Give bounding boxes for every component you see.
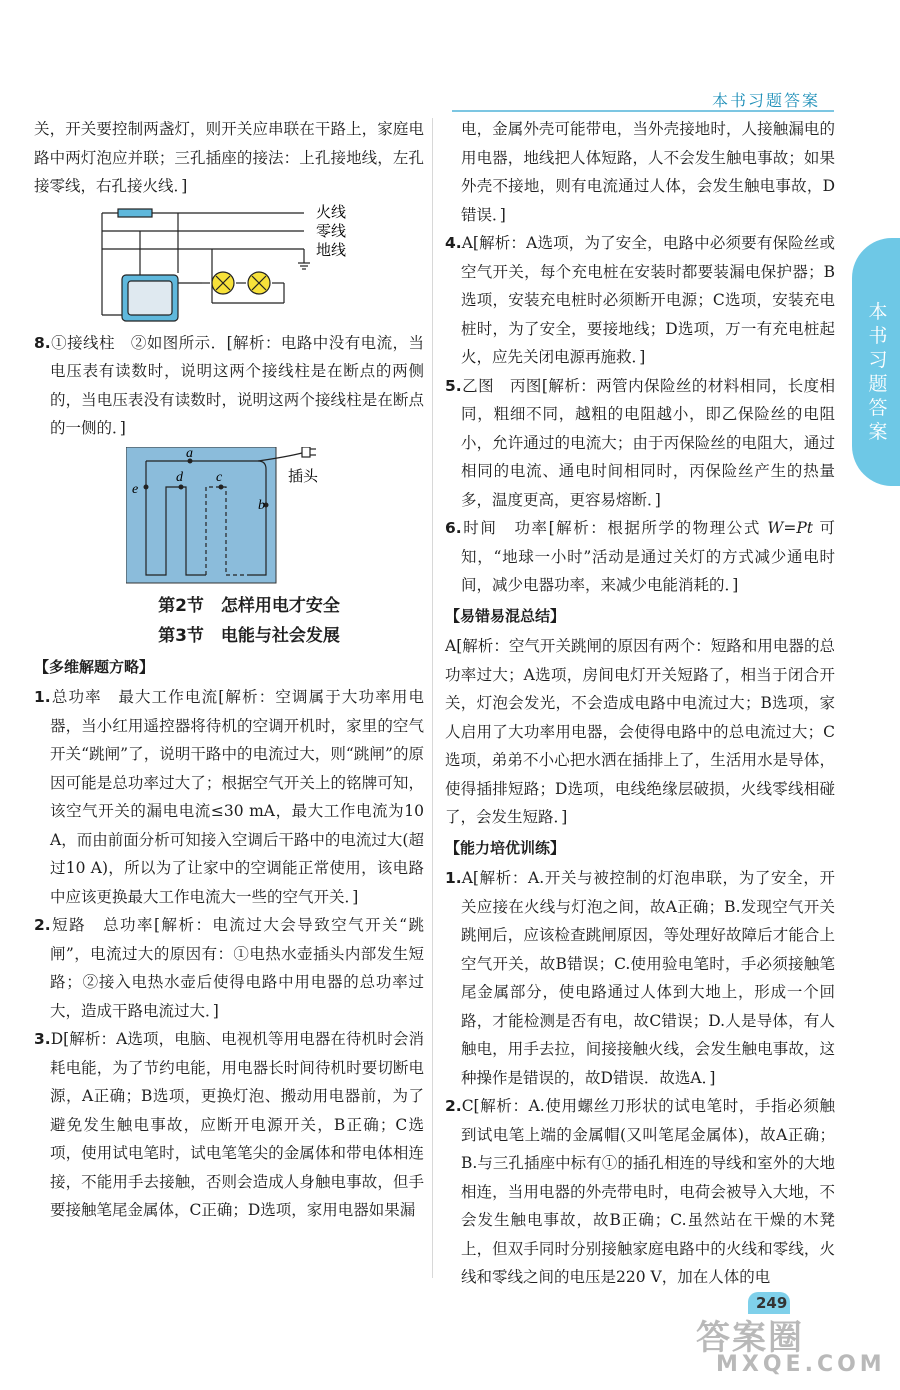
r2-text: C[解析：A.使用螺丝刀形状的试电笔时，手指必须触到试电笔上端的金属帽(又叫笔尾金属体)，故A正确；B.与三孔插座中标有①的插孔相连的导线和室外的大地相连，当用电器的外壳带电时，电荷会被导入大地，不会发生触电事故，故B正确；C.虽然站在干燥的木凳上，但双手同时分别接触家庭电路中的火线和零线，火线和零线之间的电压是220 V，加在人体的电	[461, 1097, 835, 1286]
r2	[445, 1092, 835, 1292]
q3-number: 3.	[34, 1030, 51, 1048]
r2-number: 2.	[445, 1097, 462, 1115]
point-a-label: a	[186, 446, 193, 461]
q1	[34, 683, 424, 911]
plug-label: 插头	[288, 468, 319, 485]
q2-number: 2.	[34, 916, 51, 934]
page-header-title: 本书习题答案	[712, 91, 821, 110]
error-summary-paragraph: A[解析：空气开关跳闸的原因有两个：短路和用电器的总功率过大；A选项，房间电灯开关短路了，相当于闭合开关，灯泡会发光，不会造成电路中电流过大；B选项，家人启用了大功率用电器，会使得电路中的总电流过大；C选项，弟弟不小心把水洒在插排上了，生活用水是导体，使得插排短路；D选项，电线绝缘层破损，火线零线相碰了，会发生短路．]	[445, 637, 835, 826]
q6-text-b: 可知，“地球一小时”活动是通过关灯的方式减少通电时间，减少电器功率，来减少电能消耗的．]	[461, 519, 835, 594]
watermark-url: MXQE.COM	[716, 1352, 886, 1377]
chapter-3-title: 第3节 电能与社会发展	[158, 625, 340, 646]
point-b-label: b	[258, 497, 265, 513]
column-divider	[432, 118, 433, 1278]
chapter-2-title: 第2节 怎样用电才安全	[158, 595, 340, 616]
q2-text: 短路 总功率[解析：电流过大会导致空气开关“跳闸”，电流过大的原因有：①电热水壶插头内部发生短路；②接入电热水壶后使得电路中用电器的总功率过大，造成干路电流过大．]	[50, 916, 424, 1020]
q3	[34, 1025, 424, 1225]
r1-number: 1.	[445, 869, 462, 887]
q8	[34, 329, 424, 443]
right-column	[445, 115, 835, 1292]
q3-text: D[解析：A选项，电脑、电视机等用电器在待机时会消耗电能，为了节约电能，用电器长时间待机时要切断电源，A正确；B选项，更换灯泡、搬动用电器前，为了避免发生触电事故，应断开电源开关，B正确；C选项，使用试电笔时，试电笔笔尖的金属体和带电体相连接，不能用手去接触，否则会造成人身触电事故，但手要接触笔尾金属体，C正确；D选项，家用电器如果漏	[50, 1030, 424, 1219]
q8-number: 8.	[34, 333, 51, 352]
section-ability-heading: 【能力培优训练】	[445, 838, 566, 857]
header-rule	[452, 110, 834, 112]
point-e-label: e	[132, 481, 139, 497]
live-wire-label: 火线	[316, 204, 347, 221]
point-d-label: d	[176, 469, 183, 485]
section-error-heading: 【易错易混总结】	[445, 606, 566, 625]
point-c-label: c	[216, 469, 223, 485]
q4	[445, 229, 835, 372]
r1-text: A[解析：A.开关与被控制的灯泡串联，为了安全，开关应接在火线与灯泡之间，故A正确；B.发现空气开关跳闸后，应该检查跳闸原因，等处理好故障后才能合上空气开关，故B错误；C.使用验电笔时，手必须接触笔尾金属部分，使电路通过人体到大地上，形成一个回路，才能检测是否有电，故C错误；D.人是导体，有人触电，用手去拉，间接接触火线，会发生触电事故，这种操作是错误的，故D错误．故选A．]	[461, 869, 835, 1087]
q6-formula: W=Pt	[767, 519, 813, 537]
q6-number: 6.	[445, 519, 462, 537]
q4-text: A[解析：A选项，为了安全，电路中必须要有保险丝或空气开关，每个充电桩在安装时都要装漏电保护器；B选项，安装充电桩时必须断开电源；C选项，安装充电桩时，为了安全，要接地线；D选项，万一有充电桩起火，应先关闭电源再施救．]	[461, 234, 835, 366]
side-tab-label: 本书习题答案	[868, 301, 888, 443]
neutral-wire-label: 零线	[316, 223, 347, 240]
household-circuit-figure	[92, 203, 352, 325]
intro-paragraph: 关，开关要控制两盏灯，则开关应串联在干路上，家庭电路中两灯泡应并联；三孔插座的接法：上孔接地线，左孔接零线，右孔接火线．]	[34, 120, 424, 195]
section-multi-heading: 【多维解题方略】	[34, 657, 155, 676]
q2	[34, 911, 424, 1025]
continued-paragraph: 电，金属外壳可能带电，当外壳接地时，人接触漏电的用电器，地线把人体短路，人不会发生触电事故；如果外壳不接地，则有电流通过人体，会发生触电事故，D错误．]	[461, 120, 835, 224]
q6	[445, 514, 835, 600]
q5-number: 5.	[445, 376, 462, 395]
q8-text: ①接线柱 ②如图所示．[解析：电路中没有电流，当电压表有读数时，说明这两个接线柱是在断点的两侧的，当电压表没有读数时，说明这两个接线柱是在断点的一侧的．]	[50, 333, 424, 437]
q1-text: 总功率 最大工作电流[解析：空调属于大功率用电器，当小红用遥控器将待机的空调开机时，家里的空气开关“跳闸”了，说明干路中的电流过大，则“跳闸”的原因可能是总功率过大了；根据空气开关上的铭牌可知，该空气开关的漏电电流≤30 mA，最大工作电流为10 A，而由前面分析可知接入空调后干路中的电流过大(超过10 A)，所以为了让家中的空调能正常使用，该电路中应该更换最大工作电流大一些的空气开关．]	[50, 688, 424, 906]
q4-number: 4.	[445, 234, 462, 252]
q6-text-a: 时间 功率[解析：根据所学的物理公式	[461, 519, 768, 537]
watermark-logo: 答案圈	[696, 1318, 804, 1358]
ground-wire-label: 地线	[316, 242, 347, 259]
left-column	[34, 115, 424, 1225]
page-number: 249	[756, 1294, 788, 1312]
q5	[445, 372, 835, 515]
r1	[445, 864, 835, 1092]
circuit-board-figure	[126, 447, 346, 585]
q5-text: 乙图 丙图[解析：两管内保险丝的材料相同，长度相同，粗细不同，越粗的电阻越小，即乙保险丝的电阻小，允许通过的电流大；由于丙保险丝的电阻大，通过相同的电流、通电时间相同时，丙保险丝产生的热量多，温度更高，更容易熔断．]	[461, 376, 835, 509]
q1-number: 1.	[34, 688, 51, 706]
